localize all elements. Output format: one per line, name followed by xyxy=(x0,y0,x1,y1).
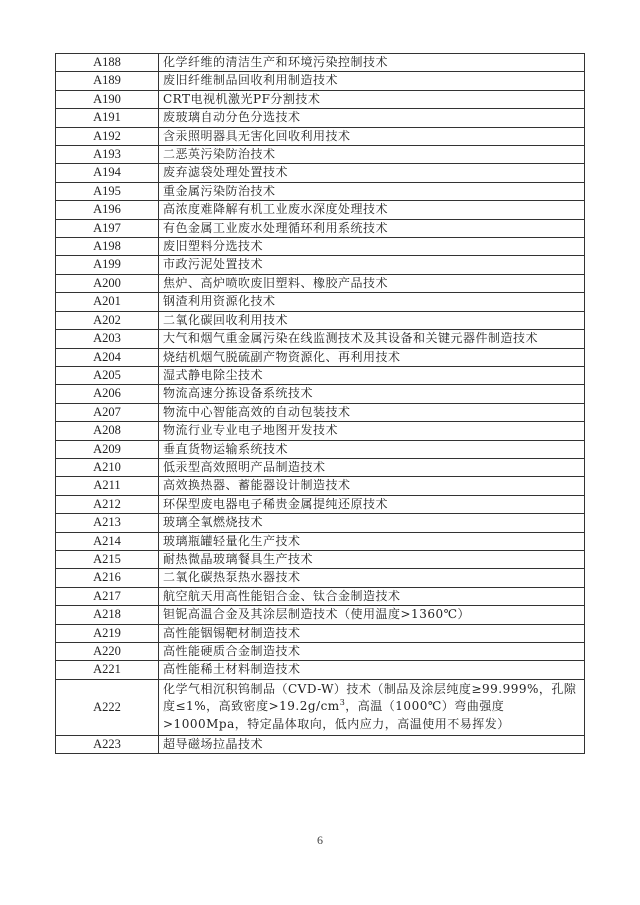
table-row xyxy=(56,72,585,90)
item-description: 烧结机烟气脱硫副产物资源化、再利用技术 xyxy=(159,348,585,366)
item-description: 高性能铟锡靶材制造技术 xyxy=(159,624,585,642)
item-description: 玻璃瓶罐轻量化生产技术 xyxy=(159,532,585,550)
table-body xyxy=(56,54,585,754)
table-row xyxy=(56,274,585,292)
item-description: 市政污泥处置技术 xyxy=(159,256,585,274)
item-description: 二氧化碳热泵热水器技术 xyxy=(159,569,585,587)
item-description: 废玻璃自动分色分选技术 xyxy=(159,109,585,127)
table-row xyxy=(56,54,585,72)
table-row xyxy=(56,422,585,440)
item-code: A196 xyxy=(56,201,159,219)
item-code: A191 xyxy=(56,109,159,127)
item-description: 二氧化碳回收利用技术 xyxy=(159,311,585,329)
item-description: CRT电视机激光PF分割技术 xyxy=(159,90,585,108)
item-description: 化学纤维的清洁生产和环境污染控制技术 xyxy=(159,54,585,72)
item-description: 物流行业专业电子地图开发技术 xyxy=(159,422,585,440)
item-description: 高浓度难降解有机工业废水深度处理技术 xyxy=(159,201,585,219)
table-row xyxy=(56,514,585,532)
item-code: A213 xyxy=(56,514,159,532)
table-row xyxy=(56,330,585,348)
table-row xyxy=(56,606,585,624)
page-number: 6 xyxy=(317,833,323,847)
item-code: A218 xyxy=(56,606,159,624)
table-row xyxy=(56,550,585,568)
item-description: 废旧纤维制品回收利用制造技术 xyxy=(159,72,585,90)
item-code: A197 xyxy=(56,219,159,237)
table-row xyxy=(56,164,585,182)
item-code: A206 xyxy=(56,385,159,403)
item-description: 大气和烟气重金属污染在线监测技术及其设备和关键元器件制造技术 xyxy=(159,330,585,348)
item-description: 二恶英污染防治技术 xyxy=(159,146,585,164)
item-description: 低汞型高效照明产品制造技术 xyxy=(159,458,585,476)
item-code: A194 xyxy=(56,164,159,182)
item-description: 物流高速分拣设备系统技术 xyxy=(159,385,585,403)
table-row xyxy=(56,587,585,605)
item-code: A190 xyxy=(56,90,159,108)
item-description: 航空航天用高性能铝合金、钛合金制造技术 xyxy=(159,587,585,605)
item-code: A189 xyxy=(56,72,159,90)
item-code: A221 xyxy=(56,661,159,679)
item-code: A212 xyxy=(56,495,159,513)
item-description xyxy=(159,679,585,735)
table-row xyxy=(56,127,585,145)
table-row xyxy=(56,569,585,587)
item-description: 重金属污染防治技术 xyxy=(159,182,585,200)
description-part-2: ，高温（1000℃）弯曲强度>1000Mpa，特定晶体取向，低内应力，高温使用不易挥发） xyxy=(163,699,510,731)
table-row xyxy=(56,661,585,679)
item-code: A207 xyxy=(56,403,159,421)
item-code: A204 xyxy=(56,348,159,366)
item-code: A203 xyxy=(56,330,159,348)
item-description: 焦炉、高炉喷吹废旧塑料、橡胶产品技术 xyxy=(159,274,585,292)
table-row xyxy=(56,146,585,164)
table-row xyxy=(56,182,585,200)
item-description: 耐热微晶玻璃餐具生产技术 xyxy=(159,550,585,568)
table-row xyxy=(56,385,585,403)
item-description: 垂直货物运输系统技术 xyxy=(159,440,585,458)
item-code: A214 xyxy=(56,532,159,550)
item-code: A202 xyxy=(56,311,159,329)
item-description: 钢渣利用资源化技术 xyxy=(159,293,585,311)
table-row xyxy=(56,256,585,274)
item-code: A223 xyxy=(56,735,159,753)
table-row xyxy=(56,643,585,661)
item-description: 废旧塑料分选技术 xyxy=(159,238,585,256)
table-row xyxy=(56,458,585,476)
item-code: A211 xyxy=(56,477,159,495)
item-code: A219 xyxy=(56,624,159,642)
table-row xyxy=(56,201,585,219)
item-code: A216 xyxy=(56,569,159,587)
item-code: A193 xyxy=(56,146,159,164)
table-row xyxy=(56,219,585,237)
table-row xyxy=(56,735,585,753)
table-row xyxy=(56,348,585,366)
item-code: A198 xyxy=(56,238,159,256)
table-row xyxy=(56,109,585,127)
item-description: 含汞照明器具无害化回收利用技术 xyxy=(159,127,585,145)
table-row xyxy=(56,238,585,256)
table-row xyxy=(56,311,585,329)
superscript-exponent: 3 xyxy=(339,698,346,708)
table-row xyxy=(56,366,585,384)
item-code: A217 xyxy=(56,587,159,605)
table-row xyxy=(56,440,585,458)
table-row xyxy=(56,293,585,311)
item-code: A201 xyxy=(56,293,159,311)
item-code: A195 xyxy=(56,182,159,200)
table-row xyxy=(56,90,585,108)
table-row xyxy=(56,477,585,495)
item-description: 废弃滤袋处理处置技术 xyxy=(159,164,585,182)
item-description: 玻璃全氧燃烧技术 xyxy=(159,514,585,532)
description-part-1: 化学气相沉积钨制品（CVD-W）技术（制品及涂层纯度≥99.999%，孔隙度≤1%，高致密度>19.2g/cm xyxy=(163,681,577,714)
item-description: 湿式静电除尘技术 xyxy=(159,366,585,384)
item-code: A220 xyxy=(56,643,159,661)
item-code: A222 xyxy=(56,679,159,735)
technology-list-table xyxy=(55,53,585,754)
item-description: 高效换热器、蓄能器设计制造技术 xyxy=(159,477,585,495)
item-code: A192 xyxy=(56,127,159,145)
item-code: A188 xyxy=(56,54,159,72)
item-description: 钽铌高温合金及其涂层制造技术（使用温度>1360℃） xyxy=(159,606,585,624)
item-description: 高性能稀土材料制造技术 xyxy=(159,661,585,679)
item-code: A209 xyxy=(56,440,159,458)
table-row xyxy=(56,532,585,550)
item-code: A215 xyxy=(56,550,159,568)
table-row xyxy=(56,624,585,642)
item-code: A200 xyxy=(56,274,159,292)
item-code: A205 xyxy=(56,366,159,384)
item-description: 有色金属工业废水处理循环利用系统技术 xyxy=(159,219,585,237)
item-description: 环保型废电器电子稀贵金属提纯还原技术 xyxy=(159,495,585,513)
table-row xyxy=(56,495,585,513)
table-row xyxy=(56,403,585,421)
item-description: 高性能硬质合金制造技术 xyxy=(159,643,585,661)
item-description: 物流中心智能高效的自动包装技术 xyxy=(159,403,585,421)
table-row-multiline xyxy=(56,679,585,735)
item-description: 超导磁场拉晶技术 xyxy=(159,735,585,753)
item-code: A208 xyxy=(56,422,159,440)
item-code: A199 xyxy=(56,256,159,274)
item-code: A210 xyxy=(56,458,159,476)
